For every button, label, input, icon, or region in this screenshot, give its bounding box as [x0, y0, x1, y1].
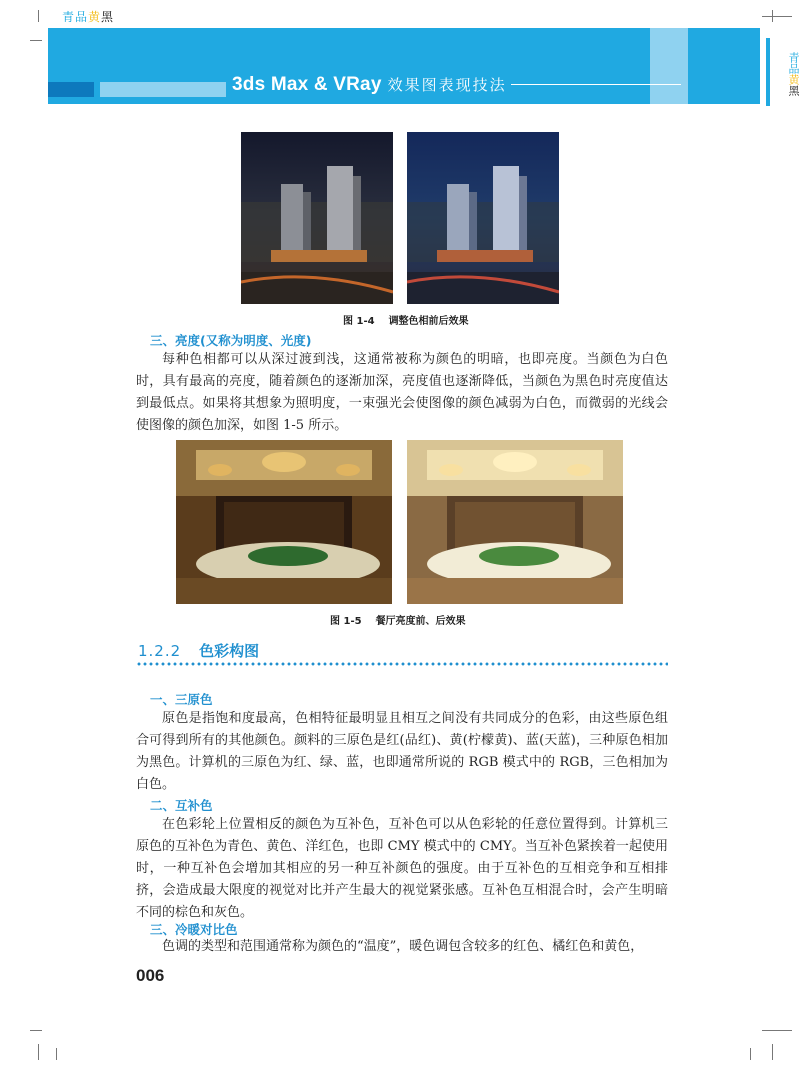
section-number: 1.2.2	[138, 642, 182, 660]
title-rule	[511, 84, 681, 85]
header-strip-light	[100, 82, 226, 97]
brand-part-black: 黑	[101, 10, 115, 24]
primary-colors-heading: 一、三原色	[150, 692, 213, 707]
page-number: 006	[136, 966, 165, 985]
photo-night-city-before	[241, 132, 393, 304]
section-name: 色彩构图	[199, 642, 260, 660]
figure-1-4-caption	[343, 312, 469, 327]
crop-mark	[38, 10, 39, 22]
book-title	[232, 74, 681, 96]
crop-mark	[772, 1044, 773, 1060]
crop-mark	[38, 1044, 39, 1060]
brightness-paragraph: 每种色相都可以从深过渡到浅，这通常被称为颜色的明暗，也即亮度。当颜色为白色时，具有最高的亮度，随着颜色的逐渐加深，亮度值也逐渐降低，当颜色为黑色时亮度值达到最低点。如果将其想象为照明度，一束强光会使图像的颜色减弱为白色，而微弱的光线会使图像的颜色加深，如图 1-5 所示。	[136, 352, 668, 433]
book-title-sub: 效果图表现技法	[387, 77, 507, 94]
warm-cool-paragraph: 色调的类型和范围通常称为颜色的“温度”，暖色调包含较多的红色、橘红色和黄色，	[162, 939, 644, 954]
crop-mark	[762, 16, 792, 17]
figure-1-4-number: 图 1-4	[343, 316, 375, 327]
photo-night-city-after	[407, 132, 559, 304]
photo-restaurant-before	[176, 440, 392, 604]
primary-colors-paragraph: 原色是指饱和度最高，色相特征最明显且相互之间没有共同成分的色彩，由这些原色组合可得到所有的其他颜色。颜料的三原色是红(品红)、黄(柠檬黄)、蓝(天蓝)，三种原色相加为黑色。计算机的三原色为红、绿、蓝，也即通常所说的 RGB 模式中的 RGB，三色相加为白色。	[136, 711, 668, 792]
crop-mark	[30, 1030, 42, 1031]
book-title-main: 3ds Max & VRay	[232, 74, 382, 95]
crop-mark	[30, 40, 42, 41]
crop-mark	[750, 1048, 751, 1060]
section-dotted-rule	[136, 662, 668, 666]
brand-part-cyan: 青品	[62, 10, 89, 24]
header-strip-dark	[48, 82, 94, 97]
complementary-colors-heading: 二、互补色	[150, 798, 213, 813]
crop-mark	[762, 1030, 792, 1031]
side-tab	[766, 38, 800, 106]
complementary-colors-paragraph: 在色彩轮上位置相反的颜色为互补色，互补色可以从色彩轮的任意位置得到。计算机三原色的互补色为青色、黄色、洋红色，也即 CMY 模式中的 CMY。当互补色紧挨着一起使用时，一种互补色会增加其相应的另一种互补颜色的强度。由于互补色的互相竞争和互相排挤，会造成最大限度的视觉对比并产生最大的视觉紧张感。互补色互相混合时，会产生明暗不同的棕色和灰色。	[136, 817, 668, 920]
side-tab-yellow: 黄	[787, 74, 800, 85]
crop-mark	[56, 1048, 57, 1060]
brand-part-yellow: 黄	[88, 10, 102, 24]
figure-1-4-text: 调整色相前后效果	[388, 316, 469, 327]
warm-cool-heading: 三、冷暖对比色	[150, 922, 238, 937]
figure-1-5-caption	[330, 612, 466, 627]
photo-restaurant-after	[407, 440, 623, 604]
side-tab-black: 黑	[787, 85, 800, 96]
figure-1-5-text: 餐厅亮度前、后效果	[375, 616, 466, 627]
brightness-heading: 三、亮度(又称为明度、光度)	[150, 333, 312, 348]
section-title	[138, 640, 259, 661]
side-tab-cyan: 青品	[787, 52, 800, 74]
brand-label	[62, 8, 114, 25]
figure-1-5-number: 图 1-5	[330, 616, 362, 627]
